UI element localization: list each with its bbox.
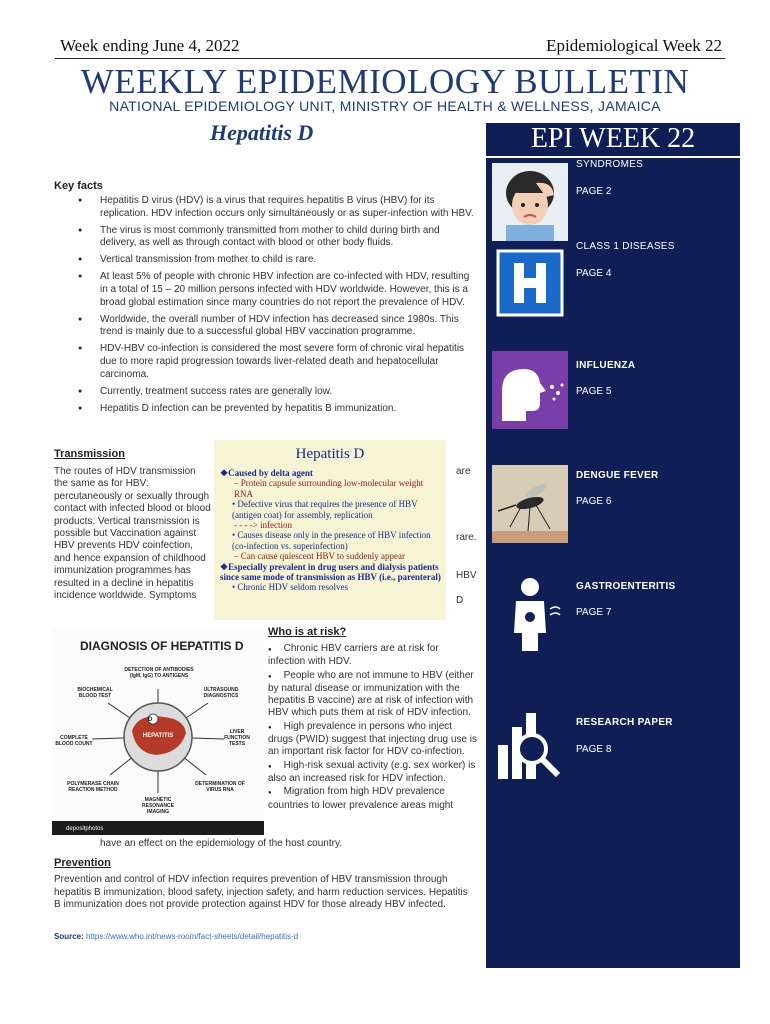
who-at-risk-list [268,643,478,813]
bulletin-title: WEEKLY EPIDEMIOLOGY BULLETIN [80,62,690,101]
mosquito-image [492,465,568,543]
sidebar-page-dengue: PAGE 6 [576,496,612,507]
sidebar-page-class1: PAGE 4 [576,268,612,279]
slide-line: • Chronic HDV seldom resolves [232,582,348,593]
diagram-label: BIOCHEMICAL BLOOD TEST [77,687,113,699]
who-at-risk-continuation: have an effect on the epidemiology of the host country. [100,838,343,849]
source-line [54,932,298,941]
sidebar-page-gastro: PAGE 7 [576,607,612,618]
list-item: ● Chronic HBV carriers are at risk for infection with HDV. [268,643,478,669]
sidebar-page-syndromes: PAGE 2 [576,186,612,197]
sidebar-item-gastro: GASTROENTERITIS [576,581,676,592]
research-chart-icon [492,705,568,783]
transmission-text: The routes of HDV transmission the same as for HBV: percutaneously or sexually through contact with infected blood or blood products. Vertical transmission is possible but Vaccination against HBV prevents HDV coinfection, and hence expansion of childhood immunization programmes has resulted in a decline in hepatitis incidence worldwide. Symptoms [54,466,211,602]
list-item: ● Currently, treatment success rates are generally low. [78,386,478,399]
slide-line: - - - -> infection [234,520,293,531]
header-divider [55,58,725,59]
slide-line: ❖Caused by delta agent [220,468,313,478]
topic-title: Hepatitis D [210,120,314,145]
source-link[interactable]: https://www.who.int/news-room/fact-sheets/detail/hepatitis-d [86,932,299,941]
diagram-footer [52,821,264,835]
slide-title: Hepatitis D [295,446,365,462]
sidebar [486,123,740,968]
bulletin-subtitle: NATIONAL EPIDEMIOLOGY UNIT, MINISTRY OF HEALTH & WELLNESS, JAMAICA [109,98,661,114]
list-item: ● Hepatitis D infection can be prevented by hepatitis B immunization. [78,403,478,416]
sidebar-item-research: RESEARCH PAPER [576,717,673,728]
list-item: ● Vertical transmission from mother to child is rare. [78,254,478,267]
list-item: ● The virus is most commonly transmitted from mother to child during birth and delivery, as well as through contact with blood or other body fluids. [78,225,478,250]
transmission-fragment: HBV [456,570,477,581]
diagram-label: MAGNETIC RESONANCE IMAGING [142,797,174,815]
sidebar-item-influenza: INFLUENZA [576,360,636,371]
list-item: ● Migration from high HDV prevalence countries to lower prevalence areas might [268,786,478,812]
diagram-label: DETERMINATION OF VIRUS RNA [195,781,245,793]
prevention-heading: Prevention [54,857,111,869]
slide-line: • Defective virus that requires the presence of HBV (antigen coat) for assembly, replication [232,499,418,520]
list-item: ● High-risk sexual activity (e.g. sex worker) is also an increased risk for HDV infection. [268,760,478,786]
watermark-text: depositphotos [66,826,104,832]
list-item: ● HDV-HBV co-infection is considered the most severe form of chronic viral hepatitis due to more rapid progression towards liver-related death and hepatocellular carcinoma. [78,343,478,381]
list-item: ● People who are not immune to HBV (either by natural disease or immunization with the hepatitis B vaccine) are at risk of infection with HBV which puts them at risk of HDV infection. [268,670,478,720]
list-item: ● Worldwide, the overall number of HDV infection has decreased since 1980s. This trend is mainly due to a successful global HBV vaccination programme. [78,314,478,339]
slide-line: • Causes disease only in the presence of HBV infection (co-infection vs. superinfection) [232,530,431,551]
slide-line: – Protein capsule surrounding low-molecular weight RNA [234,478,424,499]
sidebar-divider [486,156,740,158]
stomach-ache-icon [492,575,568,653]
hospital-h-icon [492,245,568,323]
who-at-risk-heading: Who is at risk? [268,626,347,638]
diagram-label: ULTRASOUND DIAGNOSTICS [203,687,239,699]
epi-week-label: Epidemiological Week 22 [546,36,722,55]
key-facts-list [78,195,478,420]
sidebar-heading: EPI WEEK 22 [530,123,696,154]
list-item: ● Hepatitis D virus (HDV) is a virus that requires hepatitis B virus (HBV) for its replication. HDV infection occurs only simultaneously or as super-infection with HBV. [78,195,478,220]
diagram-label: LIVER FUNCTION TESTS [224,729,250,747]
sidebar-page-research: PAGE 8 [576,744,612,755]
transmission-fragment: are [456,466,471,477]
diagram-label: DETECTION OF ANTIBODIES (IgM, IgG) TO ANTIGENS [124,667,194,679]
diagnosis-diagram [52,627,264,835]
list-item: ● At least 5% of people with chronic HBV infection are co-infected with HDV, resulting in a total of 15 – 20 million persons infected with HDV worldwide. However, this is a broad global estimation since many countries do not report the prevalence of HDV. [78,271,478,309]
sidebar-page-influenza: PAGE 5 [576,386,612,397]
slide-line: ❖Especially prevalent in drug users and dialysis patients since same mode of transmission as HBV (i.e., parenteral) [220,561,441,583]
sick-child-image [492,163,568,241]
sidebar-item-class1: CLASS 1 DISEASES [576,241,675,252]
sneeze-icon [492,351,568,429]
diagram-center-label: HEPATITIS [142,733,174,739]
diagram-center-letter: D [148,717,153,723]
list-item: ● High prevalence in persons who inject drugs (PWID) suggest that injecting drug use is an important risk factor for HDV co-infection. [268,721,478,759]
source-label: Source: [54,932,84,941]
diagram-label: POLYMERASE CHAIN REACTION METHOD [67,781,119,793]
transmission-heading: Transmission [54,448,125,460]
sidebar-item-dengue: DENGUE FEVER [576,470,659,481]
key-facts-heading: Key facts [54,180,103,192]
hepatitis-d-slide [214,440,446,620]
week-ending: Week ending June 4, 2022 [60,36,240,55]
slide-line: – Can cause quiescent HBV to suddenly appear [234,551,406,562]
transmission-fragment: D [456,595,464,606]
diagram-label: COMPLETE BLOOD COUNT [55,735,93,747]
diagram-title: DIAGNOSIS OF HEPATITIS D [80,639,244,653]
prevention-text: Prevention and control of HDV infection requires prevention of HBV transmission through hepatitis B immunization, blood safety, injection safety, and harm reduction services. Hepatitis B immunization does not provide protection against HDV for those already HBV infected. [54,874,468,911]
transmission-fragment: rare. [456,532,477,543]
sidebar-item-syndromes: SYNDROMES [576,159,644,170]
slide-lines [220,468,444,593]
